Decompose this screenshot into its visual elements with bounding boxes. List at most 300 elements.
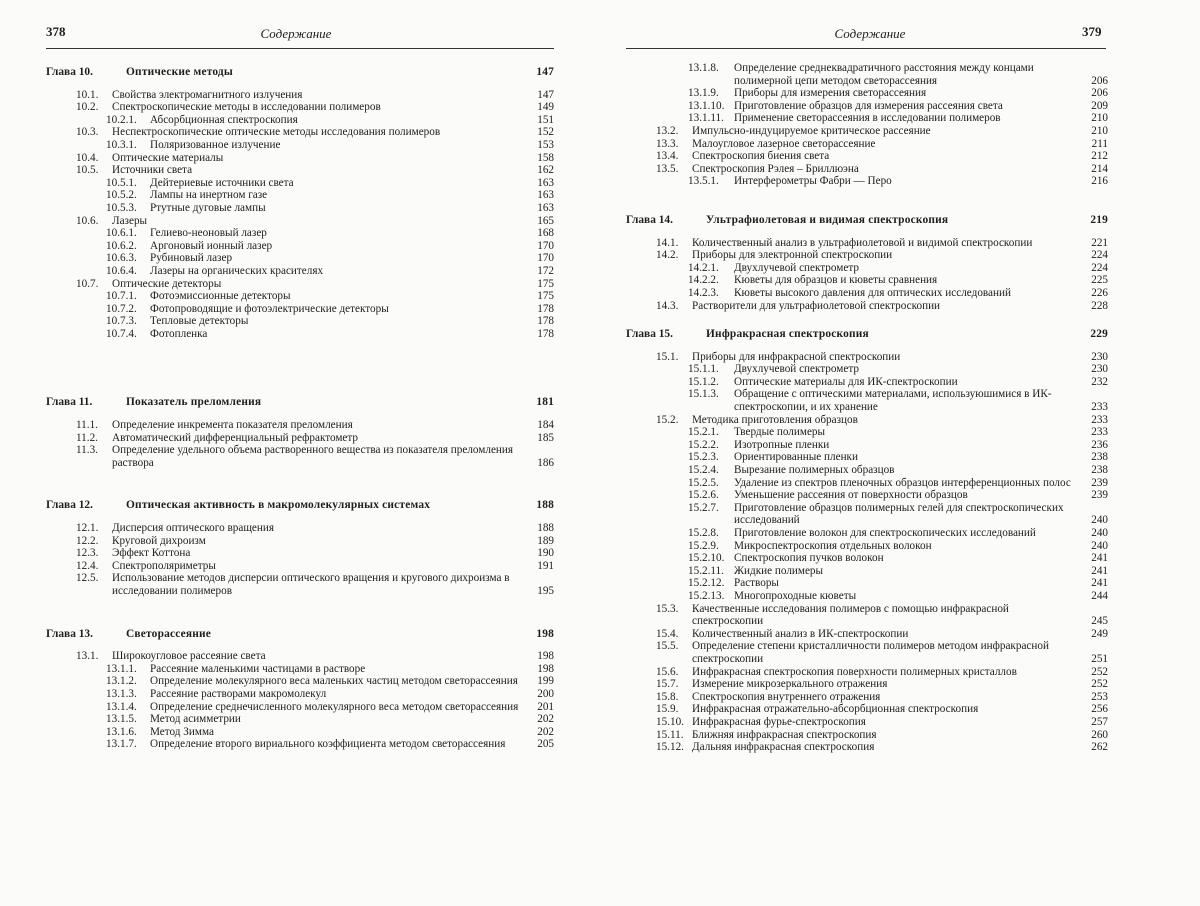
toc-number: 10.7.1. — [106, 290, 137, 303]
toc-page-number: 233 — [1080, 426, 1108, 439]
toc-page-number: 224 — [1080, 249, 1108, 262]
toc-page-number: 244 — [1080, 590, 1108, 603]
toc-subsection — [626, 426, 1108, 439]
toc-title: Удаление из спектров пленочных образцов интерференционных полос — [734, 476, 1071, 489]
toc-number: 10.4. — [76, 151, 99, 164]
toc-page-number: 240 — [1080, 540, 1108, 553]
toc-page-number: 240 — [1080, 527, 1108, 540]
toc-title: Растворы — [734, 577, 779, 590]
toc-page-number: 165 — [526, 215, 554, 228]
toc-subsection — [626, 62, 1108, 87]
running-head: Содержание — [834, 26, 906, 41]
toc-subsection — [46, 663, 554, 676]
toc-number: Глава 14. — [626, 213, 673, 226]
toc-subsection — [626, 489, 1108, 502]
toc-page-number: 200 — [526, 688, 554, 701]
toc-title: Ориентированные пленки — [734, 451, 858, 464]
toc-number: 10.3.1. — [106, 138, 137, 151]
toc-section — [626, 125, 1108, 138]
toc-section — [46, 419, 554, 432]
toc-title: Количественный анализ в ИК-спектроскопии — [692, 627, 909, 640]
toc-title: Жидкие полимеры — [734, 564, 824, 577]
toc-subsection — [626, 590, 1108, 603]
toc-number: 12.4. — [76, 559, 99, 572]
toc-title: Методика приготовления образцов — [692, 413, 858, 426]
toc-number: 12.1. — [76, 522, 99, 535]
toc-page-number: 202 — [526, 713, 554, 726]
toc-title: Широкоугловое рассеяние света — [112, 650, 266, 663]
toc-title: Импульсно-индуцируемое критическое рассеяние — [692, 124, 931, 137]
toc-number: 11.3. — [76, 444, 98, 457]
toc-page-number: 178 — [526, 328, 554, 341]
toc-subsection — [46, 202, 554, 215]
toc-number: 15.5. — [656, 640, 679, 653]
toc-number: 14.1. — [656, 236, 679, 249]
toc-page-number: 149 — [526, 101, 554, 114]
toc-subsection — [626, 502, 1108, 527]
toc-number: 10.7.4. — [106, 327, 137, 340]
toc-subsection — [46, 139, 554, 152]
toc-title: Дисперсия оптического вращения — [112, 522, 275, 535]
toc-title: Фотопроводящие и фотоэлектрические детекторы — [150, 302, 389, 315]
toc-number: 13.1.2. — [106, 675, 137, 688]
toc-number: 15.2. — [656, 413, 679, 426]
toc-page-number: 240 — [1080, 514, 1108, 527]
toc-page-number: 162 — [526, 164, 554, 177]
toc-page-number: 185 — [526, 432, 554, 445]
toc-title: Спектроскопия пучков волокон — [734, 552, 884, 565]
toc-title: Оптические детекторы — [112, 277, 222, 290]
toc-title: Приборы для инфракрасной спектроскопии — [692, 350, 901, 363]
toc-number: 10.6.2. — [106, 239, 137, 252]
toc-page-number: 221 — [1080, 237, 1108, 250]
toc-title: Дальняя инфракрасная спектроскопия — [692, 741, 875, 754]
toc-page-number: 181 — [526, 396, 554, 409]
toc-title: Источники света — [112, 164, 193, 177]
toc-title: Приготовление образцов для измерения рассеяния света — [734, 99, 1003, 112]
toc-page-number: 189 — [526, 535, 554, 548]
toc-title: Измерение микрозеркального отражения — [692, 678, 888, 691]
toc-number: 13.1.1. — [106, 662, 137, 675]
toc-page-number: 201 — [526, 701, 554, 714]
toc-section — [626, 249, 1108, 262]
toc-page-number: 163 — [526, 177, 554, 190]
toc-number: 15.2.3. — [688, 451, 719, 464]
toc-subsection — [626, 451, 1108, 464]
toc-page-number: 249 — [1080, 628, 1108, 641]
toc-page-number: 152 — [526, 126, 554, 139]
toc-list — [46, 66, 554, 751]
toc-title: Метод асимметрии — [150, 713, 241, 726]
toc-subsection — [626, 287, 1108, 300]
toc-page-number: 205 — [526, 738, 554, 751]
toc-number: 13.4. — [656, 150, 679, 163]
toc-chapter — [46, 628, 554, 641]
toc-title: Определение среднечисленного молекулярного веса методом светорассеяния — [150, 700, 519, 713]
toc-section — [626, 703, 1108, 716]
toc-number: 14.2.1. — [688, 261, 719, 274]
toc-page-number: 198 — [526, 650, 554, 663]
toc-number: 15.2.9. — [688, 539, 719, 552]
toc-page-number: 198 — [526, 628, 554, 641]
toc-subsection — [626, 363, 1108, 376]
toc-page-number: 253 — [1080, 691, 1108, 704]
toc-number: 10.1. — [76, 88, 99, 101]
toc-title: Эффект Коттона — [112, 547, 191, 560]
toc-page-number: 224 — [1080, 262, 1108, 275]
toc-page-number: 256 — [1080, 703, 1108, 716]
toc-number: 15.7. — [656, 678, 679, 691]
toc-number: Глава 15. — [626, 328, 673, 341]
toc-subsection — [46, 713, 554, 726]
toc-subsection — [626, 112, 1108, 125]
toc-title: Уменьшение рассеяния от поверхности образцов — [734, 489, 968, 502]
toc-page-number: 206 — [1080, 75, 1108, 88]
toc-page-number: 170 — [526, 240, 554, 253]
toc-page-number: 151 — [526, 114, 554, 127]
toc-title: Двухлучевой спектрометр — [734, 363, 859, 376]
toc-page-number: 228 — [1080, 300, 1108, 313]
toc-page-number: 198 — [526, 663, 554, 676]
toc-number: 15.1.1. — [688, 363, 719, 376]
toc-number: 10.3. — [76, 126, 99, 139]
toc-number: 15.11. — [656, 728, 684, 741]
toc-title: Оптические методы — [126, 66, 233, 78]
toc-number: 13.1.7. — [106, 738, 137, 751]
toc-page-number: 188 — [526, 499, 554, 512]
toc-number: 10.5. — [76, 164, 99, 177]
toc-title: Оптические материалы — [112, 151, 224, 164]
toc-number: 15.3. — [656, 602, 679, 615]
toc-title: Количественный анализ в ультрафиолетовой и видимой спектроскопии — [692, 236, 1033, 249]
toc-subsection — [626, 477, 1108, 490]
toc-page-number: 236 — [1080, 439, 1108, 452]
toc-title: Автоматический дифференциальный рефрактометр — [112, 431, 359, 444]
toc-page-number: 238 — [1080, 451, 1108, 464]
toc-number: 15.2.2. — [688, 438, 719, 451]
toc-title: Изотропные пленки — [734, 438, 830, 451]
toc-section — [46, 535, 554, 548]
toc-page-number: 147 — [526, 89, 554, 102]
toc-page-number: 212 — [1080, 150, 1108, 163]
page-number: 378 — [46, 24, 66, 39]
toc-subsection — [626, 175, 1108, 188]
toc-page-number: 163 — [526, 202, 554, 215]
toc-page-number: 226 — [1080, 287, 1108, 300]
toc-section — [46, 560, 554, 573]
toc-title: Определение инкремента показателя преломления — [112, 419, 353, 432]
toc-number: 15.2.13. — [688, 589, 725, 602]
toc-number: 15.10. — [656, 715, 684, 728]
toc-title: Ближняя инфракрасная спектроскопия — [692, 728, 877, 741]
toc-number: 15.12. — [656, 741, 684, 754]
toc-number: 10.2.1. — [106, 113, 137, 126]
toc-page-number: 184 — [526, 419, 554, 432]
toc-section — [46, 572, 554, 597]
toc-number: 13.5.1. — [688, 175, 719, 188]
toc-number: 14.2. — [656, 249, 679, 262]
toc-subsection — [46, 114, 554, 127]
toc-subsection — [46, 675, 554, 688]
toc-title: Спектроскопические методы в исследовании полимеров — [112, 101, 381, 114]
toc-number: 15.9. — [656, 703, 679, 716]
toc-subsection — [46, 726, 554, 739]
toc-number: 13.3. — [656, 137, 679, 150]
toc-title: Аргоновый ионный лазер — [150, 239, 273, 252]
toc-title: Спектрополяриметры — [112, 559, 216, 572]
toc-section — [46, 522, 554, 535]
toc-page-number: 153 — [526, 139, 554, 152]
toc-title: Светорассеяние — [126, 627, 212, 640]
toc-title: Инфракрасная спектроскопия поверхности полимерных кристаллов — [692, 665, 1017, 678]
toc-title: Рассеяние растворами макромолекул — [150, 687, 327, 700]
toc-title: Неспектроскопические оптические методы исследования полимеров — [112, 126, 441, 139]
toc-number: 15.2.11. — [688, 564, 724, 577]
toc-page-number: 239 — [1080, 489, 1108, 502]
toc-page-number: 241 — [1080, 577, 1108, 590]
toc-title: Фотопленка — [150, 327, 208, 340]
toc-subsection — [626, 100, 1108, 113]
toc-number: 15.2.1. — [688, 426, 719, 439]
toc-number: 10.6.4. — [106, 264, 137, 277]
toc-subsection — [626, 540, 1108, 553]
toc-section — [626, 628, 1108, 641]
toc-section — [626, 678, 1108, 691]
toc-section — [46, 650, 554, 663]
toc-number: 15.2.4. — [688, 464, 719, 477]
toc-title: Определение степени кристалличности полимеров методом инфракрасной спектроскопии — [692, 640, 1049, 665]
toc-section — [46, 215, 554, 228]
toc-number: 13.1.3. — [106, 687, 137, 700]
toc-number: 10.5.1. — [106, 176, 137, 189]
toc-section — [626, 138, 1108, 151]
toc-page-number: 239 — [1080, 477, 1108, 490]
toc-number: Глава 13. — [46, 627, 93, 640]
toc-section — [626, 237, 1108, 250]
toc-page-number: 168 — [526, 227, 554, 240]
toc-page-number: 252 — [1080, 666, 1108, 679]
toc-chapter — [46, 396, 554, 409]
toc-number: 11.2. — [76, 431, 98, 444]
toc-title: Интерферометры Фабри — Перо — [734, 175, 892, 188]
toc-title: Абсорбционная спектроскопия — [150, 113, 298, 126]
toc-number: 14.2.2. — [688, 274, 719, 287]
toc-number: 13.1.9. — [688, 87, 719, 100]
toc-title: Инфракрасная спектроскопия — [706, 328, 869, 341]
toc-number: Глава 11. — [46, 396, 93, 409]
toc-section — [626, 163, 1108, 176]
toc-number: 15.6. — [656, 665, 679, 678]
toc-page-number: 219 — [1080, 214, 1108, 227]
toc-subsection — [46, 315, 554, 328]
toc-page-number: 158 — [526, 152, 554, 165]
toc-page-number: 178 — [526, 315, 554, 328]
toc-page-number: 202 — [526, 726, 554, 739]
toc-page-number: 233 — [1080, 414, 1108, 427]
toc-title: Приборы для электронной спектроскопии — [692, 249, 893, 262]
toc-title: Обращение с оптическими материалами, используюшимися в ИК-спектроскопии, и их хранение — [734, 388, 1052, 414]
toc-number: 15.2.6. — [688, 489, 719, 502]
toc-number: 13.1.6. — [106, 725, 137, 738]
toc-subsection — [626, 87, 1108, 100]
toc-title: Твердые полимеры — [734, 426, 826, 439]
toc-page-number: 230 — [1080, 351, 1108, 364]
toc-title: Гелиево-неоновый лазер — [150, 227, 267, 240]
toc-title: Определение молекулярного веса маленьких частиц методом светорассеяния — [150, 675, 518, 688]
header-rule — [626, 48, 1106, 49]
toc-title: Определение среднеквадратичного расстояния между концами полимерной цепи методом светорассеяния — [734, 62, 1034, 87]
toc-section — [626, 666, 1108, 679]
toc-subsection — [626, 388, 1108, 413]
toc-number: 11.1. — [76, 419, 98, 432]
toc-number: 12.3. — [76, 547, 99, 560]
toc-page-number: 257 — [1080, 716, 1108, 729]
toc-number: Глава 12. — [46, 499, 93, 512]
toc-number: 15.1.2. — [688, 375, 719, 388]
toc-page-number: 241 — [1080, 565, 1108, 578]
toc-chapter — [626, 214, 1108, 227]
toc-number: 13.1.4. — [106, 700, 137, 713]
toc-title: Фотоэмиссионные детекторы — [150, 290, 291, 303]
toc-page-number: 252 — [1080, 678, 1108, 691]
toc-subsection — [626, 262, 1108, 275]
toc-subsection — [46, 265, 554, 278]
toc-subsection — [626, 552, 1108, 565]
toc-title: Качественные исследования полимеров с помощью инфракрасной спектроскопии — [692, 602, 1009, 628]
toc-title: Поляризованное излучение — [150, 138, 281, 151]
toc-title: Спектроскопия биения света — [692, 150, 830, 163]
toc-title: Свойства электромагнитного излучения — [112, 88, 303, 101]
toc-page-number: 170 — [526, 252, 554, 265]
toc-title: Показатель преломления — [126, 396, 262, 409]
toc-number: 13.1.11. — [688, 112, 724, 125]
toc-page-number: 251 — [1080, 653, 1108, 666]
toc-page-number: 209 — [1080, 100, 1108, 113]
toc-page-number: 188 — [526, 522, 554, 535]
toc-number: 15.8. — [656, 690, 679, 703]
toc-subsection — [626, 565, 1108, 578]
toc-number: 13.1.8. — [688, 62, 719, 74]
toc-title: Спектроскопия внутреннего отражения — [692, 690, 881, 703]
toc-subsection — [46, 290, 554, 303]
toc-page-number: 245 — [1080, 615, 1108, 628]
toc-subsection — [626, 577, 1108, 590]
toc-chapter — [46, 66, 554, 79]
toc-number: 10.6. — [76, 214, 99, 227]
toc-section — [46, 444, 554, 469]
toc-page-number: 210 — [1080, 112, 1108, 125]
toc-number: 14.2.3. — [688, 286, 719, 299]
toc-number: 10.6.3. — [106, 252, 137, 265]
header-rule — [46, 48, 554, 49]
toc-page-number: 175 — [526, 278, 554, 291]
toc-title: Приготовление волокон для спектроскопических исследований — [734, 527, 1036, 539]
toc-page-number: 260 — [1080, 729, 1108, 742]
toc-subsection — [626, 527, 1108, 540]
toc-page-number: 214 — [1080, 163, 1108, 176]
toc-title: Метод Зимма — [150, 725, 214, 738]
toc-page-number: 241 — [1080, 552, 1108, 565]
toc-title: Лампы на инертном газе — [150, 189, 268, 202]
toc-section — [626, 300, 1108, 313]
toc-number: 15.2.8. — [688, 527, 719, 539]
toc-subsection — [46, 227, 554, 240]
toc-section — [46, 152, 554, 165]
toc-page-number: 216 — [1080, 175, 1108, 188]
toc-title: Лазеры на органических красителях — [150, 264, 324, 277]
toc-number: 10.6.1. — [106, 227, 137, 240]
toc-title: Приготовление образцов полимерных гелей для спектроскопических исследований — [734, 501, 1064, 527]
toc-subsection — [626, 464, 1108, 477]
toc-section — [46, 164, 554, 177]
toc-number: 13.1.5. — [106, 713, 137, 726]
toc-subsection — [46, 303, 554, 316]
toc-number: 10.2. — [76, 101, 99, 114]
toc-subsection — [46, 701, 554, 714]
toc-number: 10.7.3. — [106, 315, 137, 328]
toc-page-number: 262 — [1080, 741, 1108, 754]
toc-subsection — [626, 274, 1108, 287]
toc-section — [626, 351, 1108, 364]
toc-page-number: 206 — [1080, 87, 1108, 100]
toc-number: 12.5. — [76, 572, 99, 585]
toc-section — [626, 150, 1108, 163]
page-number: 379 — [1082, 24, 1102, 39]
toc-chapter — [46, 499, 554, 512]
toc-list — [626, 62, 1108, 754]
toc-subsection — [46, 328, 554, 341]
toc-title: Применение светорассеяния в исследовании полимеров — [734, 112, 1001, 125]
toc-subsection — [46, 738, 554, 751]
toc-title: Оптическая активность в макромолекулярных системах — [126, 499, 431, 512]
toc-number: 15.2.10. — [688, 552, 725, 565]
toc-page-number: 178 — [526, 303, 554, 316]
toc-section — [46, 101, 554, 114]
toc-subsection — [626, 439, 1108, 452]
toc-number: 15.1. — [656, 350, 679, 363]
toc-page-number: 195 — [526, 585, 554, 598]
toc-number: Глава 10. — [46, 66, 93, 78]
toc-subsection — [46, 688, 554, 701]
toc-title: Двухлучевой спектрометр — [734, 261, 859, 274]
toc-title: Рассеяние маленькими частицами в растворе — [150, 662, 366, 675]
toc-section — [626, 603, 1108, 628]
toc-page-number: 230 — [1080, 363, 1108, 376]
toc-section — [46, 89, 554, 102]
toc-section — [626, 640, 1108, 665]
toc-page-number: 225 — [1080, 274, 1108, 287]
toc-title: Определение удельного объема растворенного вещества из показателя преломления раствора — [112, 444, 514, 469]
toc-title: Инфракрасная отражательно-абсорбционная спектроскопия — [692, 703, 979, 716]
toc-page-number: 191 — [526, 560, 554, 573]
toc-subsection — [46, 177, 554, 190]
toc-number: 15.2.5. — [688, 476, 719, 489]
toc-subsection — [46, 240, 554, 253]
toc-section — [46, 278, 554, 291]
toc-chapter — [626, 328, 1108, 341]
toc-number: 10.7.2. — [106, 302, 137, 315]
toc-number: 10.5.2. — [106, 189, 137, 202]
toc-title: Оптические материалы для ИК-спектроскопии — [734, 375, 958, 388]
toc-title: Микроспектроскопия отдельных волокон — [734, 539, 932, 552]
toc-title: Определение второго вириального коэффициента методом светорассеяния — [150, 738, 506, 751]
toc-page-number: 186 — [526, 457, 554, 470]
toc-number: 15.1.3. — [688, 388, 719, 401]
toc-section — [46, 547, 554, 560]
toc-title: Кюветы высокого давления для оптических исследований — [734, 286, 1011, 299]
toc-section — [46, 126, 554, 139]
toc-page-number: 238 — [1080, 464, 1108, 477]
